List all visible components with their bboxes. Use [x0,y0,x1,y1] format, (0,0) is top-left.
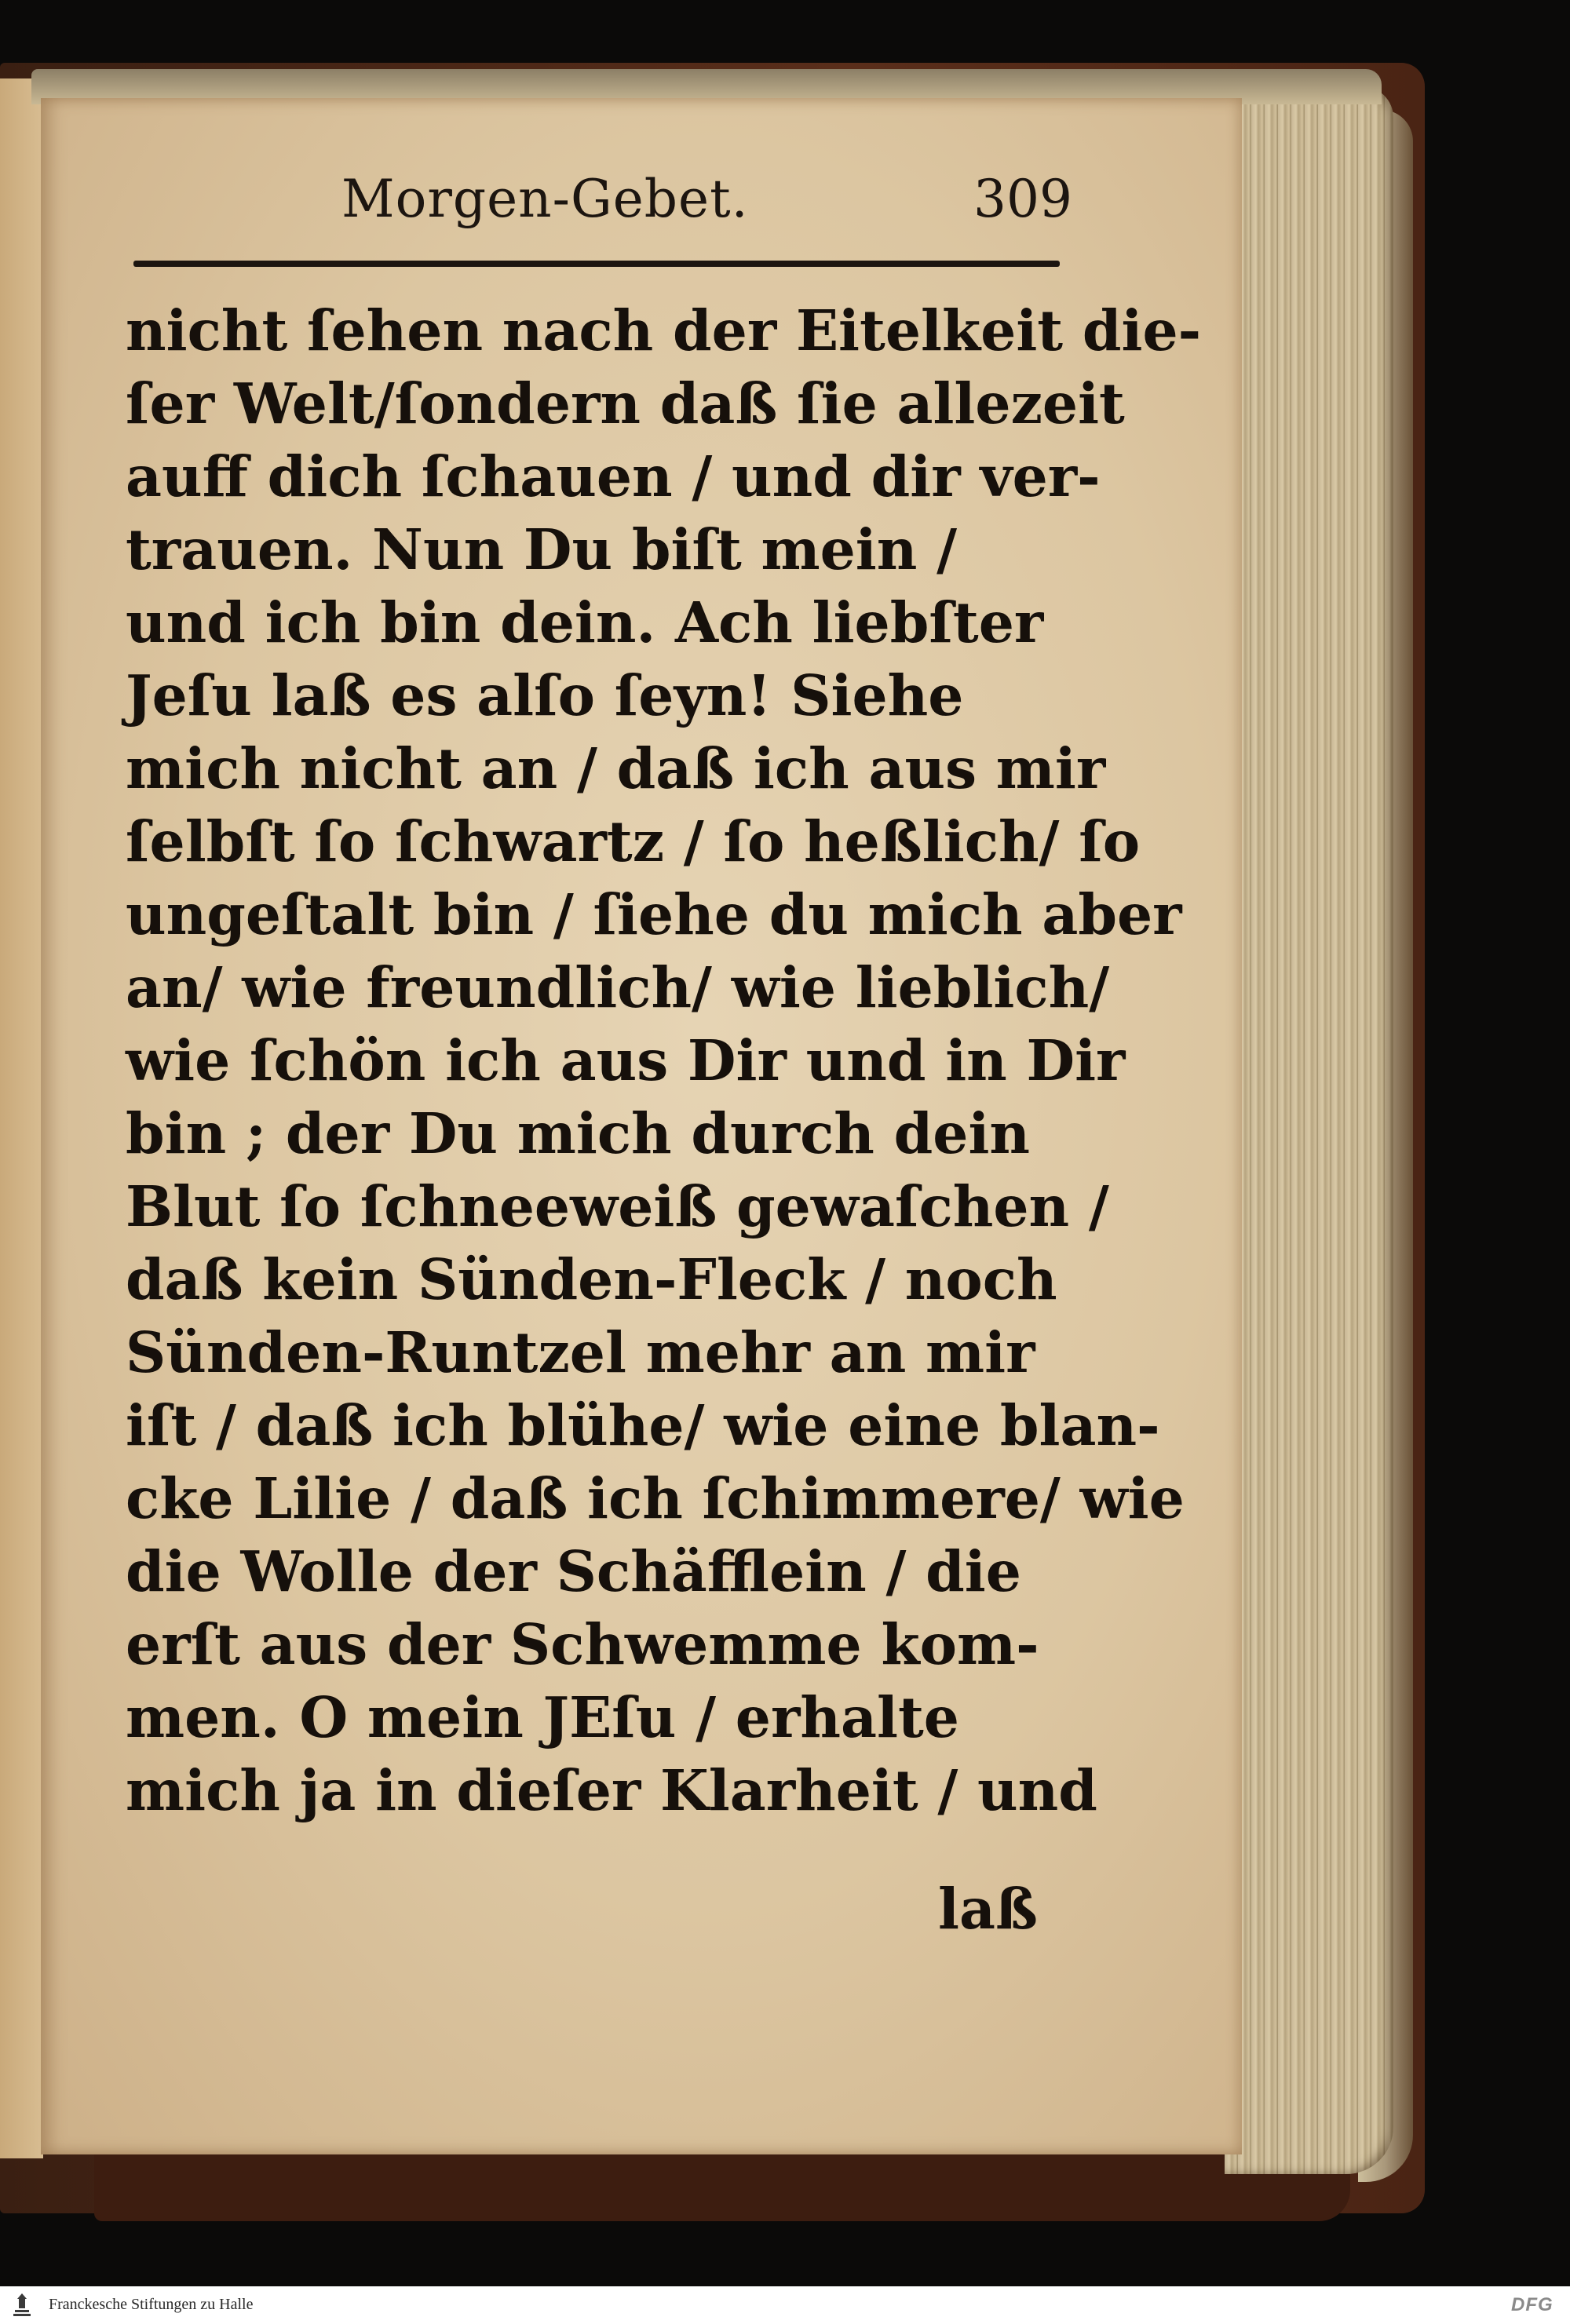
institution-logo-icon [8,2291,36,2319]
text-line: an/ wie freundlich/ wie lieblich/ [126,954,1110,1020]
text-line: iſt / daß ich blühe/ wie eine blan- [126,1392,1160,1458]
text-line: Blut ſo ſchneeweiß gewaſchen / [126,1173,1109,1239]
text-line: daß kein Sünden-Fleck / noch [126,1246,1057,1312]
text-line: mich ja in dieſer Klarheit / und [126,1757,1097,1823]
text-line: men. O mein JEſu / erhalte [126,1684,959,1750]
body-text [126,294,1202,1827]
footer-bar [0,2286,1570,2324]
text-line: ſer Welt/ſondern daß ſie allezeit [126,370,1125,436]
text-line: die Wolle der Schäfflein / die [126,1538,1021,1604]
text-line: ungeſtalt bin / ſiehe du mich aber [126,881,1182,947]
institution-name: Franckesche Stiftungen zu Halle [49,2296,254,2313]
text-line: wie ſchön ich aus Dir und in Dir [126,1027,1126,1093]
catchword: laß [938,1876,1038,1942]
text-line: und ich bin dein. Ach liebſter [126,589,1044,655]
book-cover-bottom [94,2151,1350,2221]
text-line: mich nicht an / daß ich aus mir [126,735,1106,801]
text-line: ſelbſt ſo ſchwartz / ſo heßlich/ ſo [126,808,1141,874]
page-number: 309 [973,169,1072,229]
text-line: bin ; der Du mich durch dein [126,1100,1031,1166]
header-rule [133,261,1060,267]
text-line: auff dich ſchauen / und dir ver- [126,443,1101,509]
left-page-edge [0,78,43,2158]
text-line: cke Lilie / daß ich ſchimmere/ wie [126,1465,1185,1531]
text-line: erſt aus der Schwemme kom- [126,1611,1039,1677]
text-line: nicht ſehen nach der Eitelkeit die- [126,297,1202,363]
text-line: Sünden-Runtzel mehr an mir [126,1319,1035,1385]
dfg-logo: DFG [1511,2294,1554,2315]
page-stack-edges [1225,86,1393,2174]
text-line: Jeſu laß es alſo ſeyn! Siehe [126,662,964,728]
running-title: Morgen-Gebet. [341,169,749,229]
page-header [126,169,1072,255]
text-line: trauen. Nun Du biſt mein / [126,516,958,582]
